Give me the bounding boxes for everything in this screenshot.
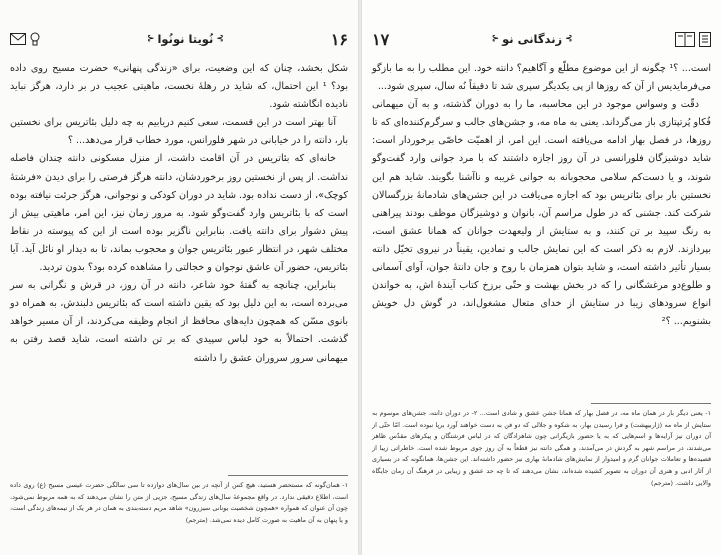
footnote — [10, 480, 348, 526]
ornament-icon: ⊰ — [146, 34, 155, 44]
paragraph: بنابراین، چنانچه به گفتهٔ خود شاعر، دانته در آن روز، در قرش و نگرانی به سر می‌برده است، به این دلیل بود که یقین داشته است که بئاتریس دلبندش، به همراه دو بانوی مسّن که همچون دایه‌های محافظ از انجام وظیفه می‌کردند، از آن مسیر خواهد گذشت. احتمالاً به خود لباس سپیدی که بر تن داشته است، شاید قصد رفتن به میهمانی سرور سروران عشق را داشته — [10, 280, 348, 364]
left-body-text — [10, 60, 348, 368]
page-number: ۱۶ — [330, 29, 348, 49]
footnote-text: ۱- یعنی دیگر بار در همان ماه مه، در فصل بهار که همانا جشن عشق و شادی است... ۲- در دوران دانته، جشن‌های موسوم به ستایش از ماه مه (ژاربیهشت) و فرا رسیدن بهار، به شکوه و جلالی که دو فن به دست خواهند آورد برپا نبوده است. امّا حتّی از آن دوران نیز آرایه‌ها و اسم‌هایی که به یا حضور بازیگرانی چون شاهزادگان که در لباس فرشتگان و پیکرهای مقدّس ظاهر می‌شدند، در مراسم شهر به گردش در می‌آمدند، و همگی دانته نیز قطعاً به آن روز جوی مربوط شده است. خاطراتی زیبا از قصیده‌ها و تعاملات جوانان گرم و امیدوار از نمایش‌های شادمانهٔ بهاری نیز حضور داشته‌اند. این جشن‌ها، همانگونه که در بسیاری از آثار ادبی و هنری آن دوران به تصویر کشیده شده‌اند، نشان می‌دهند که تا چه حد عشق و زیبایی در فرهنگ آن زمان جایگاه والایی داشت. (مترجم) — [372, 409, 711, 487]
footnote-rule — [591, 403, 711, 404]
book-icon[interactable] — [675, 32, 695, 47]
left-page — [0, 0, 358, 555]
right-page-header — [372, 26, 711, 52]
ornament-icon: ⊰ — [491, 34, 500, 44]
footnote-rule — [228, 475, 348, 476]
running-head — [147, 32, 224, 46]
running-head-text: زندگانی نو — [502, 32, 563, 46]
bulb-icon[interactable] — [30, 32, 40, 47]
left-page-header — [10, 26, 348, 52]
toolbar-icons — [675, 32, 711, 47]
running-head — [492, 32, 573, 46]
document-icon[interactable] — [699, 32, 711, 47]
paragraph: آنا بهتر است در این قسمت، سعی کنیم دریابیم به چه دلیل بئاتریس برای نخستین بار، دانته را در خیابانی در شهر فلورانس، مورد خطاب قرار می‌دهد... ؟ — [10, 117, 348, 147]
toolbar-icons — [10, 32, 40, 47]
paragraph: دقّت و وسواس موجود در این محاسبه، ما را به دوران گذشته، و به آن میهمانی فُکاو پُرتپتازی باز می‌گرداند. یعنی به ماه مه، و جشن‌های جالب و سرگرم‌کننده‌ای که تا روزها، در فصل بهار ادامه می‌یافته است. این امر، از اهمیّت خاصّی برخوردار است: شاید دوشیزگان فلورانسی در آن روز اجازه داشتند که با مرد جوانی وارد گفت‌وگو شوند، و یا دست‌کم سلامی محجوبانه به جوانی غریبه و ناآشنا بگویند. شاید هم این نخستین بار برای بئاتریس بود که اجازه می‌یافت در این جشن‌های شادمانهٔ بزرگسالان شرکت کند. جشنی که در طول مراسم آن، بانوان و دوشیزگان موظف بودند پیراهنی به رنگ سپید بر تن کنند، و به ستایش از ولیعهدت جوانان که همانا عشق است، بپردازند. لازم به ذکر است که این نمایش جالب و نمادین، یقیناً در نیروی تخیّل دانته بسیار تأثیر داشته است، و شاید بتوان همزمان با روح و جان دانتهٔ جوان، آوای آسمانی و طلوع‌دو مرغشگانی را که در بخش بهشت و حتّی برزخ کتاب آیندهٔ اش، به خواندن انواع سرودهای زیبا در ستایش از خدای متعال مشغول‌اند، در گوش دل خویش بشنویم... ؟² — [372, 99, 711, 328]
footnote — [372, 408, 711, 489]
running-head-text: نُویتا نونُوا — [157, 32, 214, 46]
paragraph: شکل بخشد، چنان که این وضعیت، برای «زندگی پنهانی» حضرت مسیح روی داده بود؟ ¹ این احتمال، که شاید در رهلهٔ نخست، ماهیتی عجیب در بر دارد، هرگز نباید نادیده انگاشته شود. — [10, 63, 348, 111]
page-number: ۱۷ — [372, 29, 390, 49]
right-body-text — [372, 60, 711, 331]
ornament-icon: ⊱ — [216, 34, 224, 44]
paragraph: خانه‌ای که بئاتریس در آن اقامت داشت، از منزل مسکونی دانته چندان فاصله نداشت. از پس از نخستین روز برخوردشان، دانته هرگز فرصتی را برای دیدن «فرشتهٔ کوچک»، از دست نداده بود. شاید در دوران کودکی و نوجوانی، هرگز جرئت نیافته بوده است که با بئاتریس وارد گفت‌وگو شود. به مرور زمان نیز، این امر، ماهیتی بیش از پیش دشوار برای دانته یافت. بنابراین ناگزیر بوده است از این که پیوسته در نقاط مختلف شهر، در انتظار عبور بئاتریس جوان و محجوب بماند، تا به دیدار او نائل آید. آیا بئاتریس، حضور آن عاشق نوجوان و خجالتی را مشاهده کرده بود؟ بدون تردید. — [10, 153, 348, 274]
right-page — [362, 0, 721, 555]
mail-icon[interactable] — [10, 33, 26, 45]
paragraph: است... ؟¹ چگونه از این موضوع مطلّع و آگاهیم؟ دانته خود. این مطلب را به ما بازگو می‌فرمایدیس از آن که روزها از پی یکدیگر سپری شد تا دقیقاً نُه سال، سپری شود... — [372, 63, 711, 93]
footnote-text: ۱- همان‌گونه که مستحضر هستید، هیچ کس از آنچه در بین سال‌های دوازده تا سی سالگی حضرت عیسی مسیح (ع) روی داده است، اطلاع دقیقی ندارد. در واقع مجموعهٔ سال‌های زندگی مسیح، جزیی از متن را نشان می‌دهند که به همه مربوط نمی‌شود، چون آن عنوان که همواره «همچون شخصیت یونانی سیزرون» شاهد مریم دسته‌بندی به همان در هر یک از نیمه‌های زندگی است، و یا پنهان به آن ماهیت به صورت کامل دیده نمی‌شد. (مترجم) — [10, 481, 348, 524]
ornament-icon: ⊱ — [565, 34, 573, 44]
